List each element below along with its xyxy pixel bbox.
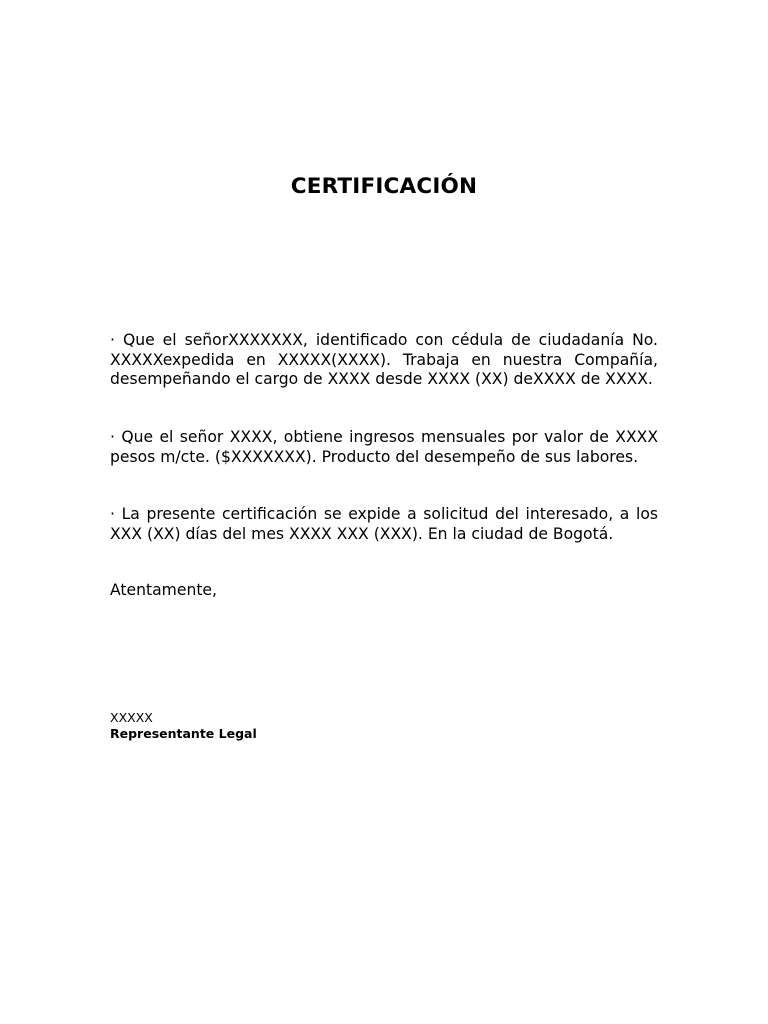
signatory-role: Representante Legal — [110, 726, 257, 741]
paragraph-employment: · Que el señorXXXXXXX, identificado con cédula de ciudadanía No. XXXXXexpedida en XXXXX(XXXX). Trabaja en nuestra Compañía, desempeñando el cargo de XXXX desde XXXX (XX) deXXXX de XXXX. — [110, 331, 658, 388]
closing-salutation: Atentamente, — [110, 581, 217, 599]
signatory-name: XXXXX — [110, 710, 153, 725]
document-title: CERTIFICACIÓN — [290, 174, 478, 199]
paragraph-issuance: · La presente certificación se expide a solicitud del interesado, a los XXX (XX) días del mes XXXX XXX (XXX). En la ciudad de Bogotá. — [110, 505, 658, 543]
paragraph-income: · Que el señor XXXX, obtiene ingresos mensuales por valor de XXXX pesos m/cte. ($XXXXXXX). Producto del desempeño de sus labores. — [110, 428, 658, 466]
